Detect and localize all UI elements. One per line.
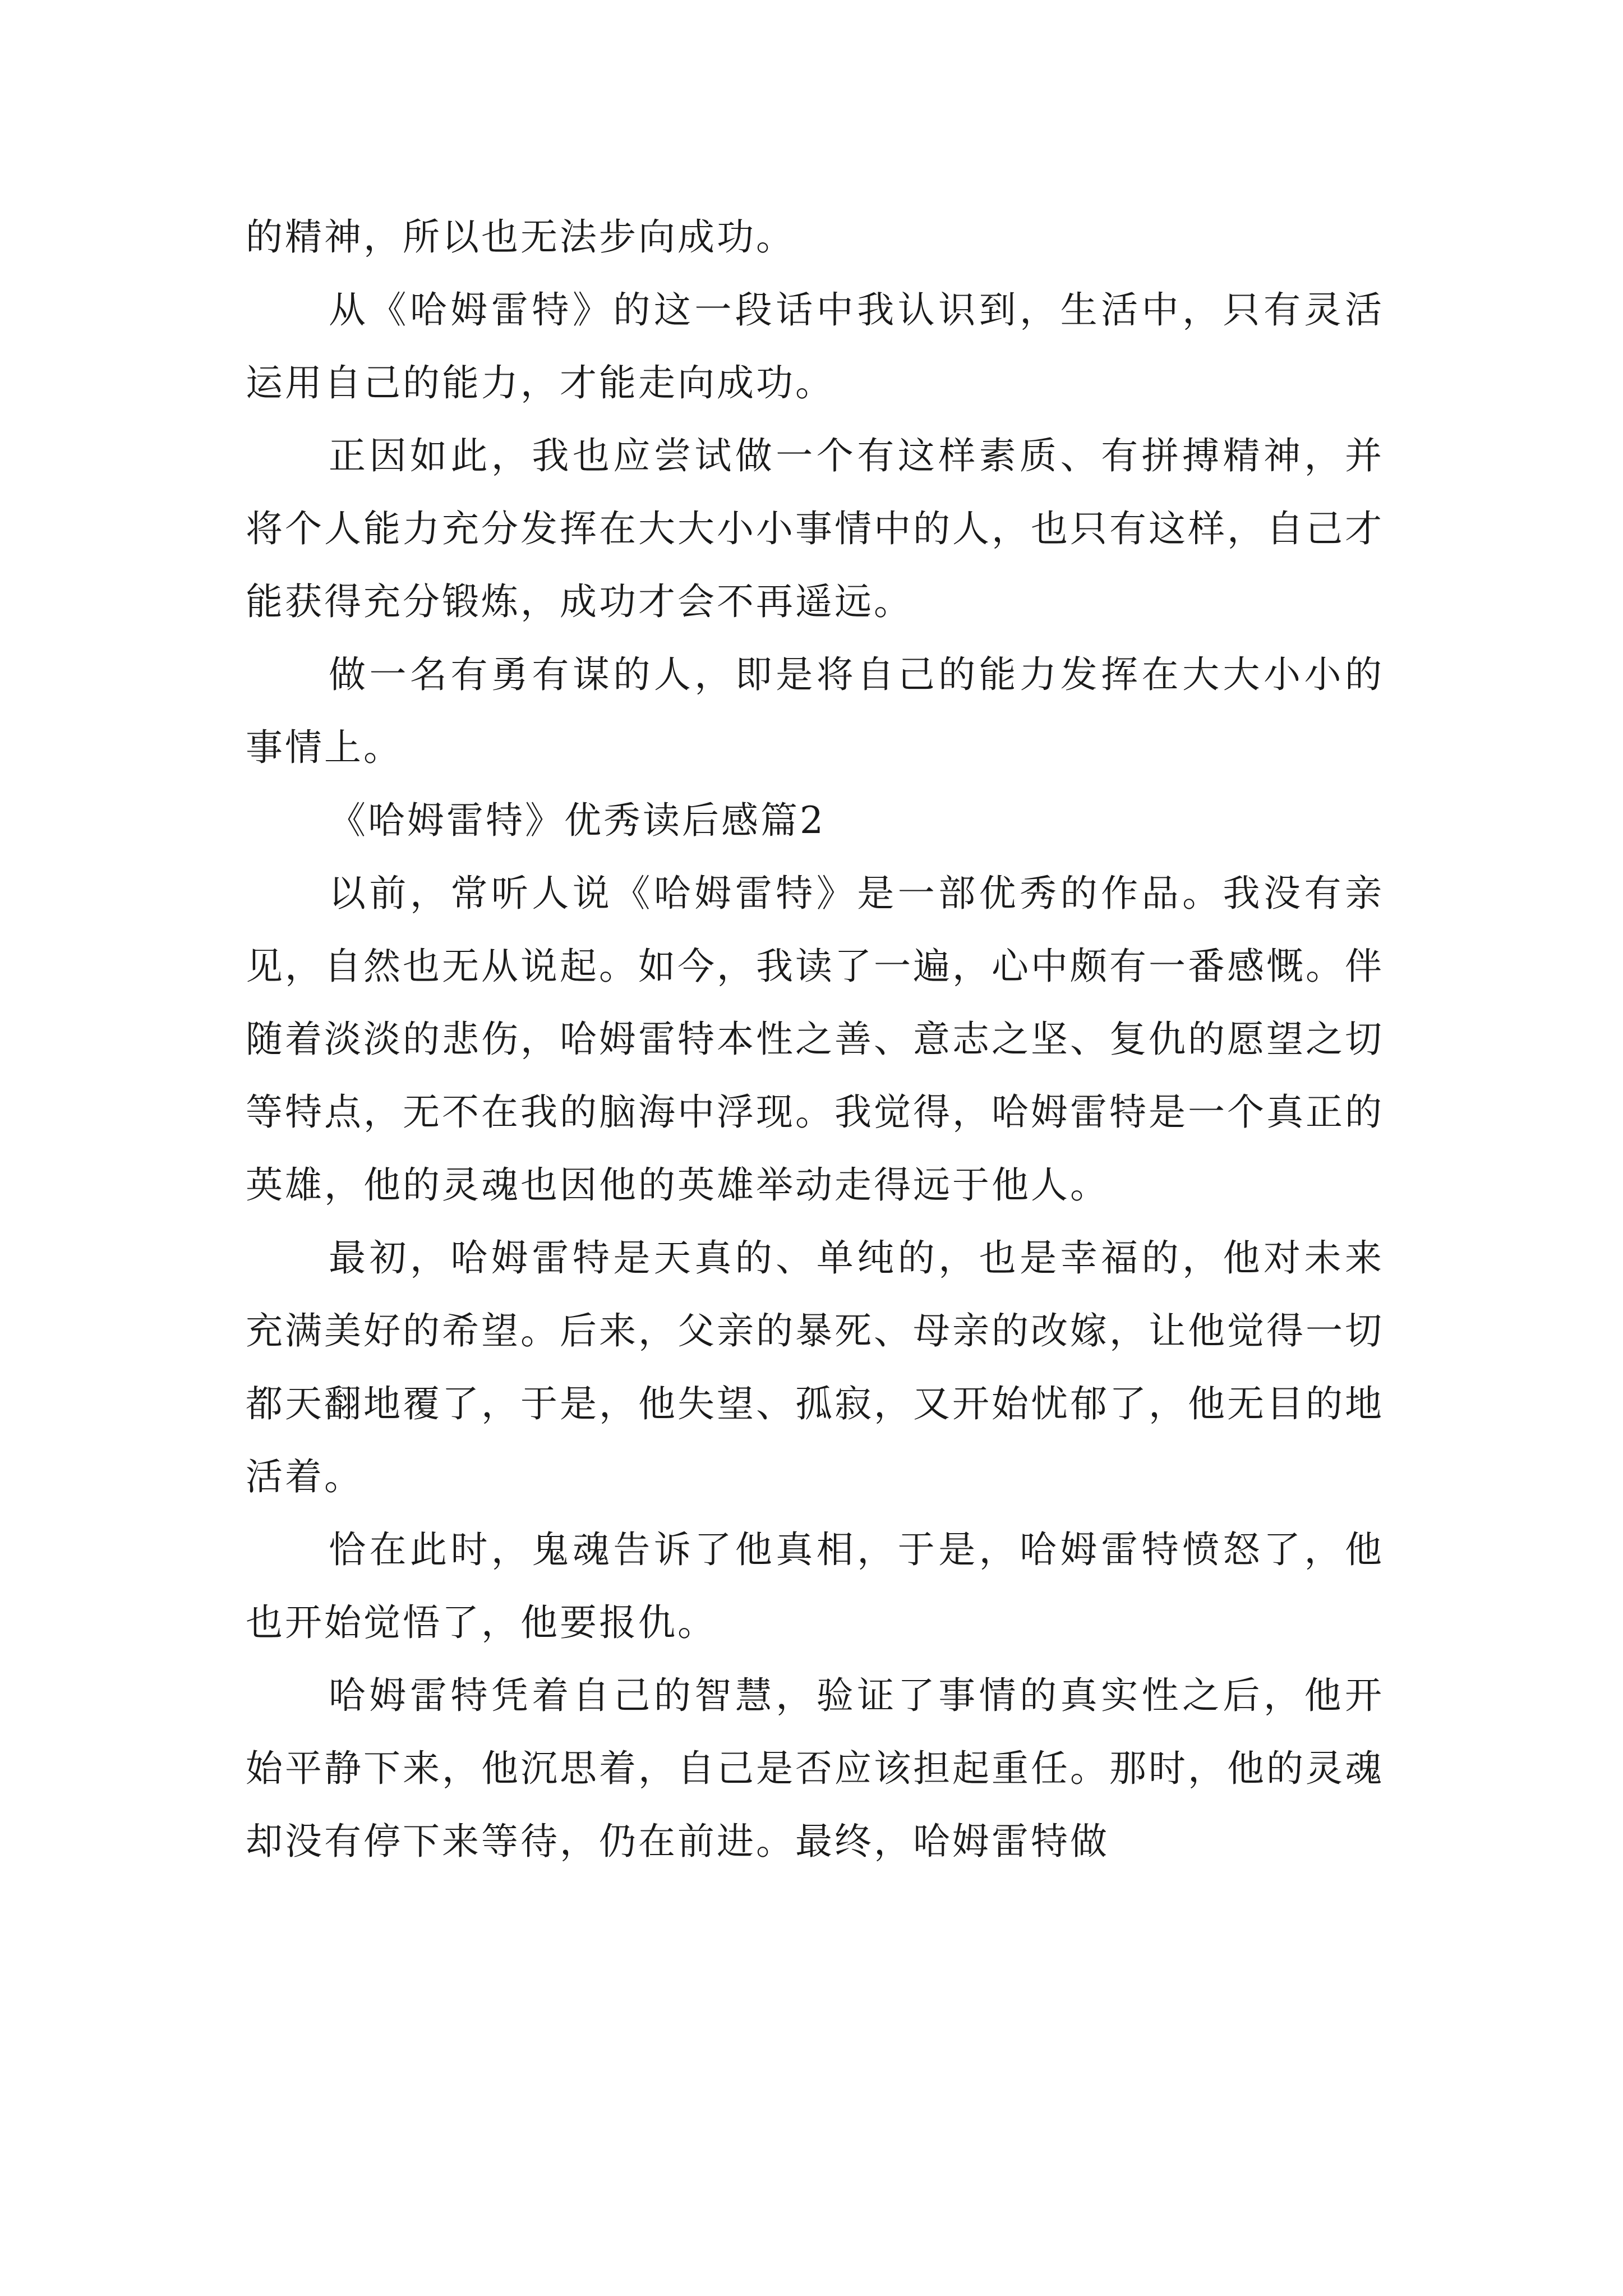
paragraph: 正因如此，我也应尝试做一个有这样素质、有拼搏精神，并将个人能力充分发挥在大大小小事情中的人，也只有这样，自己才能获得充分锻炼，成功才会不再遥远。 (246, 434, 1384, 623)
section-heading: 《哈姆雷特》优秀读后感篇2 (329, 799, 826, 842)
paragraph: 最初，哈姆雷特是天真的、单纯的，也是幸福的，他对未来充满美好的希望。后来，父亲的暴死、母亲的改嫁，让他觉得一切都天翻地覆了，于是，他失望、孤寂，又开始忧郁了，他无目的地活着。 (246, 1236, 1384, 1498)
paragraph: 做一名有勇有谋的人，即是将自己的能力发挥在大大小小的事情上。 (246, 653, 1384, 769)
paragraph: 以前，常听人说《哈姆雷特》是一部优秀的作品。我没有亲见，自然也无从说起。如今，我读了一遍，心中颇有一番感慨。伴随着淡淡的悲伤，哈姆雷特本性之善、意志之坚、复仇的愿望之切等特点，无不在我的脑海中浮现。我觉得，哈姆雷特是一个真正的英雄，他的灵魂也因他的英雄举动走得远于他人。 (246, 872, 1384, 1207)
paragraph: 从《哈姆雷特》的这一段话中我认识到，生活中，只有灵活运用自己的能力，才能走向成功。 (246, 288, 1384, 404)
paragraph: 哈姆雷特凭着自己的智慧，验证了事情的真实性之后，他开始平静下来，他沉思着，自己是否应该担起重任。那时，他的灵魂却没有停下来等待，仍在前进。最终，哈姆雷特做 (246, 1674, 1384, 1863)
body-text (246, 201, 1384, 1878)
paragraph-continuation: 的精神，所以也无法步向成功。 (246, 215, 795, 259)
paragraph: 恰在此时，鬼魂告诉了他真相，于是，哈姆雷特愤怒了，他也开始觉悟了，他要报仇。 (246, 1528, 1384, 1644)
